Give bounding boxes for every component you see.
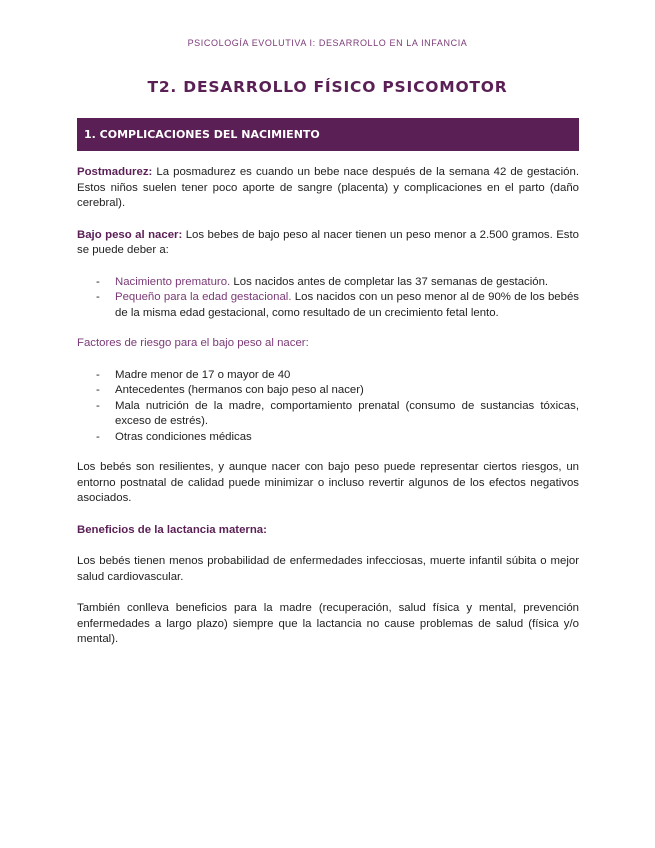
bullet: - [96, 275, 100, 288]
document-body [77, 165, 579, 648]
list-item [77, 368, 579, 384]
list-item [77, 399, 579, 430]
risk-factor: Mala nutrición de la madre, comportamiento prenatal (consumo de sustancias tóxicas, exceso de estrés). [115, 399, 579, 427]
lactancia-heading: Beneficios de la lactancia materna: [77, 523, 267, 536]
list-item [77, 290, 579, 321]
cause-text: Los nacidos con un peso menor al de 90% de los bebés de la misma edad gestacional, como resultado de un crecimiento fetal lento. [115, 291, 580, 319]
causes-list [77, 275, 579, 322]
cause-text: Los nacidos antes de completar las 37 semanas de gestación. [230, 275, 549, 288]
section-heading-bar [77, 118, 579, 151]
bullet: - [96, 399, 100, 412]
postmadurez-term: Postmadurez: [77, 166, 153, 178]
cause-label: Pequeño para la edad gestacional. [115, 291, 292, 303]
cause-label: Nacimiento prematuro. [115, 275, 231, 288]
risk-factor: Madre menor de 17 o mayor de 40 [115, 368, 291, 381]
list-item [77, 430, 579, 446]
bullet: - [96, 384, 100, 396]
list-item [77, 383, 579, 399]
list-item [77, 275, 579, 291]
postmadurez-text: La posmadurez es cuando un bebe nace después de la semana 42 de gestación. Estos niños suelen tener poco aporte de sangre (placenta) y complicaciones en el parto (daño cerebral). [77, 166, 579, 209]
factores-heading: Factores de riesgo para el bajo peso al nacer: [77, 337, 309, 349]
lactancia-paragraph-2: También conlleva beneficios para la madre (recuperación, salud física y mental, prevención enfermedades a largo plazo) siempre que la lactancia no cause problemas de salud (física y/o mental). [77, 602, 579, 645]
bullet: - [96, 291, 100, 303]
lactancia-paragraph-1: Los bebés tienen menos probabilidad de enfermedades infecciosas, muerte infantil súbita o mejor salud cardiovascular. [77, 555, 579, 583]
resiliencia-paragraph: Los bebés son resilientes, y aunque nacer con bajo peso puede representar ciertos riesgos, un entorno postnatal de calidad puede minimizar o incluso revertir algunos de los efectos negativos asociados. [77, 461, 579, 504]
section-heading: 1. COMPLICACIONES DEL NACIMIENTO [84, 128, 320, 141]
risk-factors-list [77, 368, 579, 446]
bajo-peso-text: Los bebes de bajo peso al nacer tienen un peso menor a 2.500 gramos. Esto se puede deber a: [77, 228, 580, 256]
risk-factor: Antecedentes (hermanos con bajo peso al nacer) [115, 384, 364, 396]
document-title: T2. DESARROLLO FÍSICO PSICOMOTOR [147, 78, 508, 96]
risk-factor: Otras condiciones médicas [115, 430, 252, 443]
bullet: - [96, 430, 100, 443]
bajo-peso-term: Bajo peso al nacer: [77, 228, 183, 241]
running-header: PSICOLOGÍA EVOLUTIVA I: DESARROLLO EN LA INFANCIA [187, 38, 468, 48]
postmadurez-paragraph [77, 165, 579, 212]
bullet: - [96, 368, 100, 381]
bajo-peso-paragraph [77, 228, 579, 259]
